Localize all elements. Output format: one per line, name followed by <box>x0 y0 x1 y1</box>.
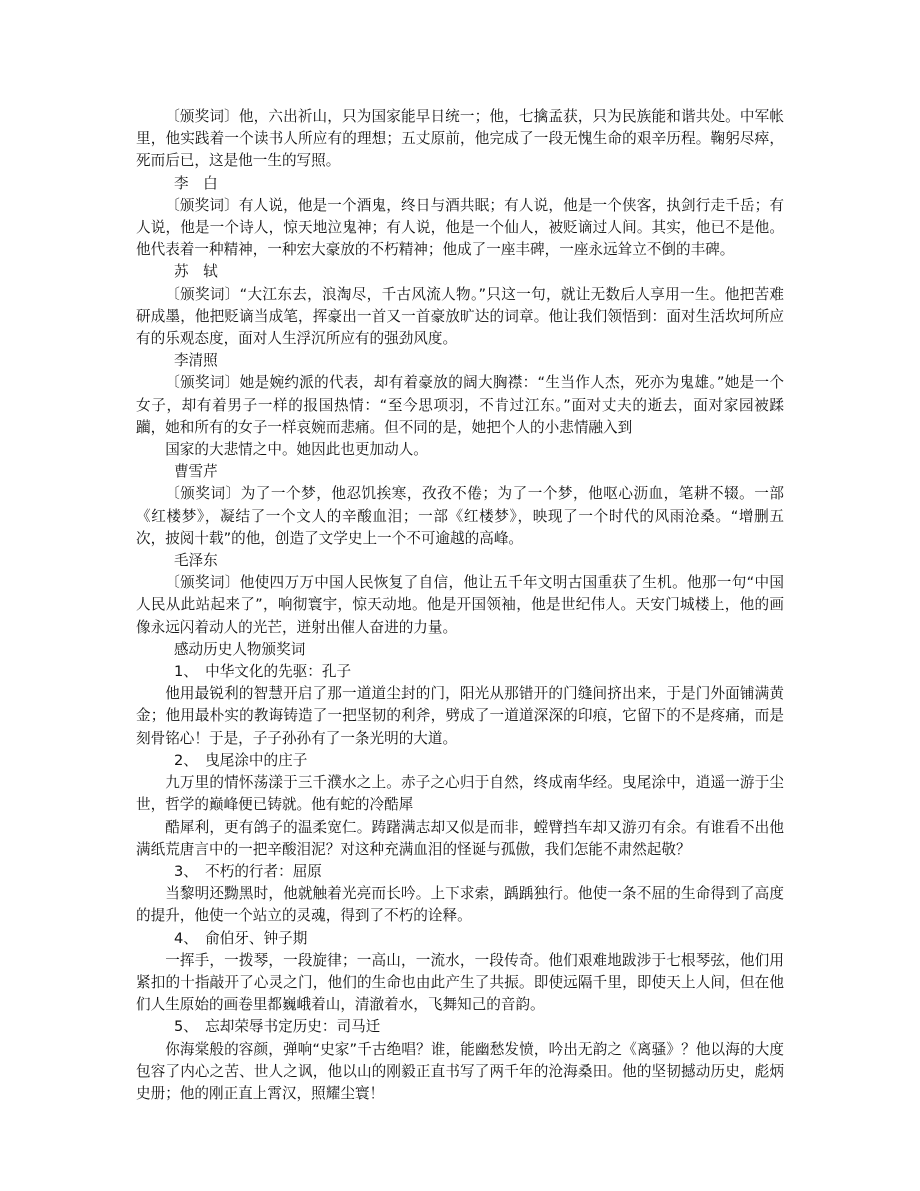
item-text-zhuangzi-continued: 酷犀利，更有鸽子的温柔宽仁。踌躇满志却又似是而非，螳臂挡车却又游刃有余。有谁看不出他满纸荒唐言中的一把辛酸泪泥？对这种充满血泪的怪诞与孤傲，我们怎能不肃然起敬？ <box>136 818 784 858</box>
award-text-li-qingzhao-continued: 国家的大悲情之中。她因此也更加动人。 <box>165 441 428 459</box>
item-text-confucius: 他用最锐利的智慧开启了那一道道尘封的门，阳光从那错开的门缝间挤出来，于是门外面铺满黄金；他用最朴实的教诲铸造了一把坚韧的利斧，劈成了一道道深深的印痕，它留下的不是疼痛，而是刻骨铭心！于是，子子孙孙有了一条光明的大道。 <box>136 685 784 747</box>
award-text-zhuge-liang: 〔颁奖词〕他，六出祈山，只为国家能早日统一；他，七擒孟获，只为民族能和谐共处。中军帐里，他实践着一个读书人所应有的理想；五丈原前，他完成了一段无愧生命的艰辛历程。鞠躬尽瘁，死而后已，这是他一生的写照。 <box>136 108 784 170</box>
item-text-qu-yuan: 当黎明还黝黑时，他就触着光亮而长吟。上下求索，踽踽独行。他使一条不屈的生命得到了高度的提升，他使一个站立的灵魂，得到了不朽的诠释。 <box>136 885 784 925</box>
award-text-li-qingzhao: 〔颁奖词〕她是婉约派的代表，却有着豪放的阔大胸襟：“生当作人杰，死亦为鬼雄。”她是一个女子，却有着男子一样的报国热情：“至今思项羽，不肯过江东。”面对丈夫的逝去，面对家园被蹂躏，她和所有的女子一样哀婉而悲痛。但不同的是，她把个人的小悲情融入到 <box>136 374 784 436</box>
heading-li-bai: 李 白 <box>173 174 218 192</box>
award-text-cao-xueqin: 〔颁奖词〕为了一个梦，他忍饥挨寒，孜孜不倦；为了一个梦，他呕心沥血，笔耕不辍。一部《红楼梦》，凝结了一个文人的辛酸血泪；一部《红楼梦》，映现了一个时代的风雨沧桑。“增删五次，披阅十载”的他，创造了文学史上一个不可逾越的高峰。 <box>136 485 784 547</box>
item-text-zhuangzi: 九万里的情怀荡漾于三千濮水之上。赤子之心归于自然，终成南华经。曳尾涂中，逍遥一游于尘世，哲学的巅峰便已铸就。他有蛇的冷酷犀 <box>136 774 784 814</box>
item-heading-qu-yuan: 3、 不朽的行者：屈原 <box>173 862 322 880</box>
item-heading-sima-qian: 5、 忘却荣辱书定历史：司马迁 <box>173 1018 381 1036</box>
award-text-mao-zedong: 〔颁奖词〕他使四万万中国人民恢复了自信，他让五千年文明古国重获了生机。他那一句“中国人民从此站起来了”，响彻寰宇，惊天动地。他是开国领袖，他是世纪伟人。天安门城楼上，他的画像永远闪着动人的光芒，迸射出催人奋进的力量。 <box>136 574 784 636</box>
item-heading-boya-ziqi: 4、 俞伯牙、钟子期 <box>173 929 308 947</box>
document-body <box>136 106 784 1105</box>
item-heading-confucius: 1、 中华文化的先驱：孔子 <box>173 663 352 681</box>
item-heading-zhuangzi: 2、 曳尾涂中的庄子 <box>173 751 308 769</box>
heading-li-qingzhao: 李清照 <box>173 352 218 370</box>
item-text-sima-qian: 你海棠般的容颜，弹响“史家”千古绝唱？谁，能幽愁发愤，吟出无韵之《离骚》？他以海的大度包容了内心之苦、世人之讽，他以山的刚毅正直书写了两千年的沧海桑田。他的坚韧撼动历史，彪炳史册；他的刚正直上霄汉，照耀尘寰！ <box>136 1040 784 1102</box>
heading-su-shi: 苏 轼 <box>173 263 218 281</box>
heading-cao-xueqin: 曹雪芹 <box>173 463 218 481</box>
heading-mao-zedong: 毛泽东 <box>173 552 218 570</box>
section-title-historical-figures: 感动历史人物颁奖词 <box>173 640 306 658</box>
item-text-boya-ziqi: 一挥手，一拨琴，一段旋律；一高山，一流水，一段传奇。他们艰难地跋涉于七根琴弦，他们用紧扣的十指敲开了心灵之门，他们的生命也由此产生了共振。即使远隔千里，即使天上人间，但在他们人生原始的画卷里都巍峨着山，清澈着水，飞舞知己的音韵。 <box>136 951 784 1014</box>
award-text-su-shi: 〔颁奖词〕“大江东去，浪淘尽，千古风流人物。”只这一句，就让无数后人享用一生。他把苦难研成墨，他把贬谪当成笔，挥豪出一首又一首豪放旷达的词章。他让我们领悟到：面对生活坎坷所应有的乐观态度，面对人生浮沉所应有的强劲风度。 <box>136 285 784 348</box>
award-text-li-bai: 〔颁奖词〕有人说，他是一个酒鬼，终日与酒共眠；有人说，他是一个侠客，执剑行走千岳；有人说，他是一个诗人，惊天地泣鬼神；有人说，他是一个仙人，被贬谪过人间。其实，他已不是他。他代表着一种精神，一种宏大豪放的不朽精神；他成了一座丰碑，一座永远耸立不倒的丰碑。 <box>136 196 784 259</box>
